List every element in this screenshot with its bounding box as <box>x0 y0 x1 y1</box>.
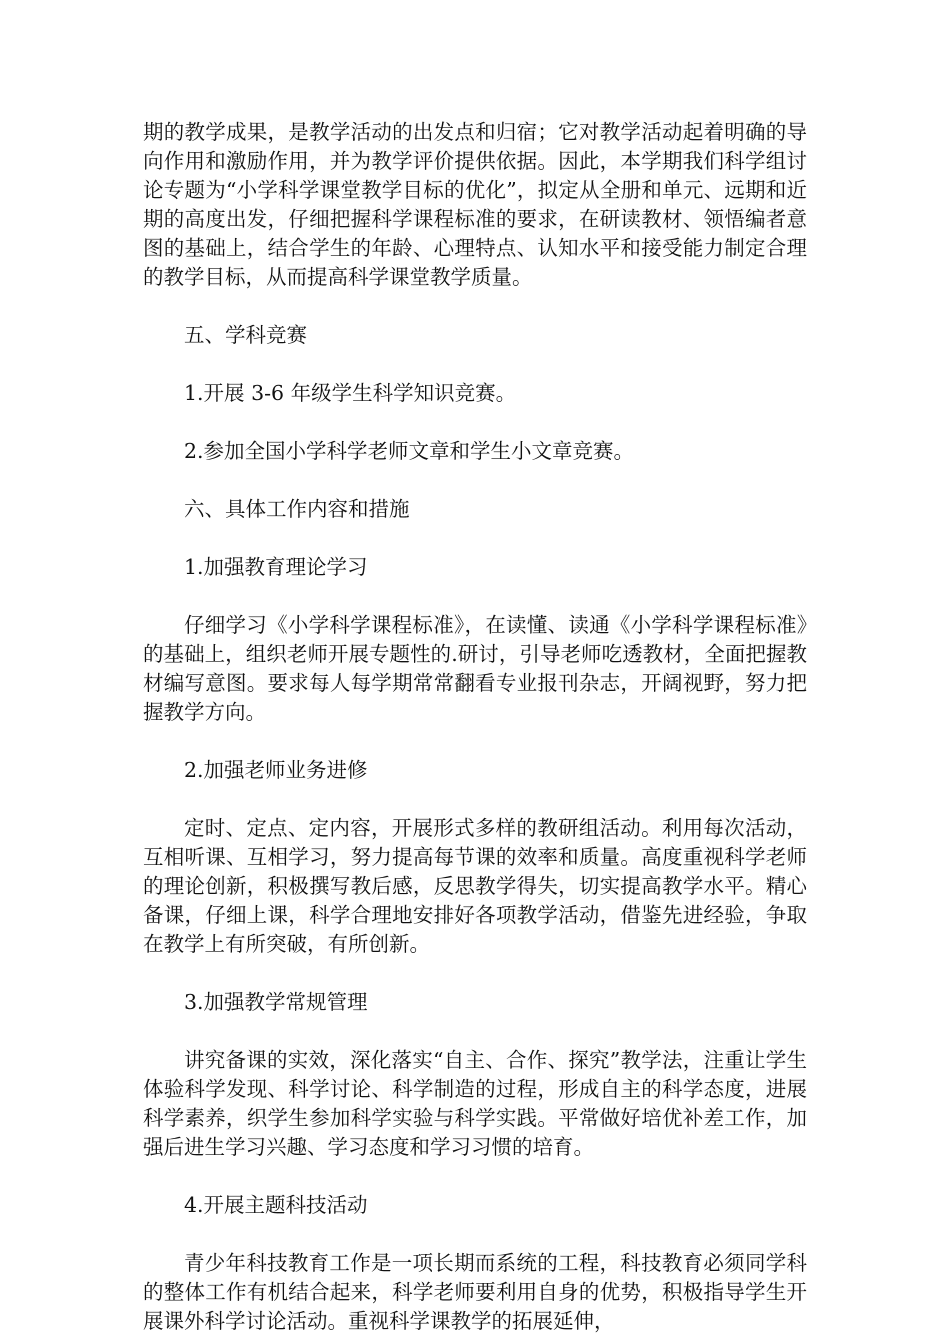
body-paragraph: 定时、定点、定内容，开展形式多样的教研组活动。利用每次活动，互相听课、互相学习，努力提高每节课的效率和质量。高度重视科学老师的理论创新，积极撰写教后感，反思教学得失，切实提高教学水平。精心备课，仔细上课，科学合理地安排好各项教学活动，借鉴先进经验，争取在教学上有所突破，有所创新。 <box>143 816 807 956</box>
section-heading-measures: 六、具体工作内容和措施 <box>184 497 410 521</box>
body-paragraph: 期的教学成果，是教学活动的出发点和归宿；它对教学活动起着明确的导向作用和激励作用，并为教学评价提供依据。因此，本学期我们科学组讨论专题为“小学科学课堂教学目标的优化”，拟定从全册和单元、远期和近期的高度出发，仔细把握科学课程标准的要求，在研读教材、领悟编者意图的基础上，结合学生的年龄、心理特点、认知水平和接受能力制定合理的教学目标，从而提高科学课堂教学质量。 <box>143 120 807 289</box>
body-paragraph: 仔细学习《小学科学课程标准》，在读懂、读通《小学科学课程标准》的基础上，组织老师开展专题性的.研讨，引导老师吃透教材，全面把握教材编写意图。要求每人每学期常常翻看专业报刊杂志，开阔视野，努力把握教学方向。 <box>143 613 807 724</box>
section-heading-competition: 五、学科竞赛 <box>184 323 307 347</box>
subheading-science-activities: 4.开展主题科技活动 <box>184 1193 368 1217</box>
subheading-routine-management: 3.加强教学常规管理 <box>184 990 368 1014</box>
subheading-teacher-training: 2.加强老师业务进修 <box>184 758 368 782</box>
body-paragraph: 青少年科技教育工作是一项长期而系统的工程，科技教育必须同学科的整体工作有机结合起来，科学老师要利用自身的优势，积极指导学生开展课外科学讨论活动。重视科学课教学的拓展延伸， <box>143 1251 807 1333</box>
list-item: 2.参加全国小学科学老师文章和学生小文章竞赛。 <box>184 439 635 463</box>
list-item: 1.开展 3-6 年级学生科学知识竞赛。 <box>184 381 517 405</box>
subheading-theory-study: 1.加强教育理论学习 <box>184 555 368 579</box>
document-page <box>143 118 807 1336</box>
body-paragraph: 讲究备课的实效，深化落实“自主、合作、探究”教学法，注重让学生体验科学发现、科学讨论、科学制造的过程，形成自主的科学态度，进展科学素养，织学生参加科学实验与科学实践。平常做好培优补差工作，加强后进生学习兴趣、学习态度和学习习惯的培育。 <box>143 1048 807 1159</box>
